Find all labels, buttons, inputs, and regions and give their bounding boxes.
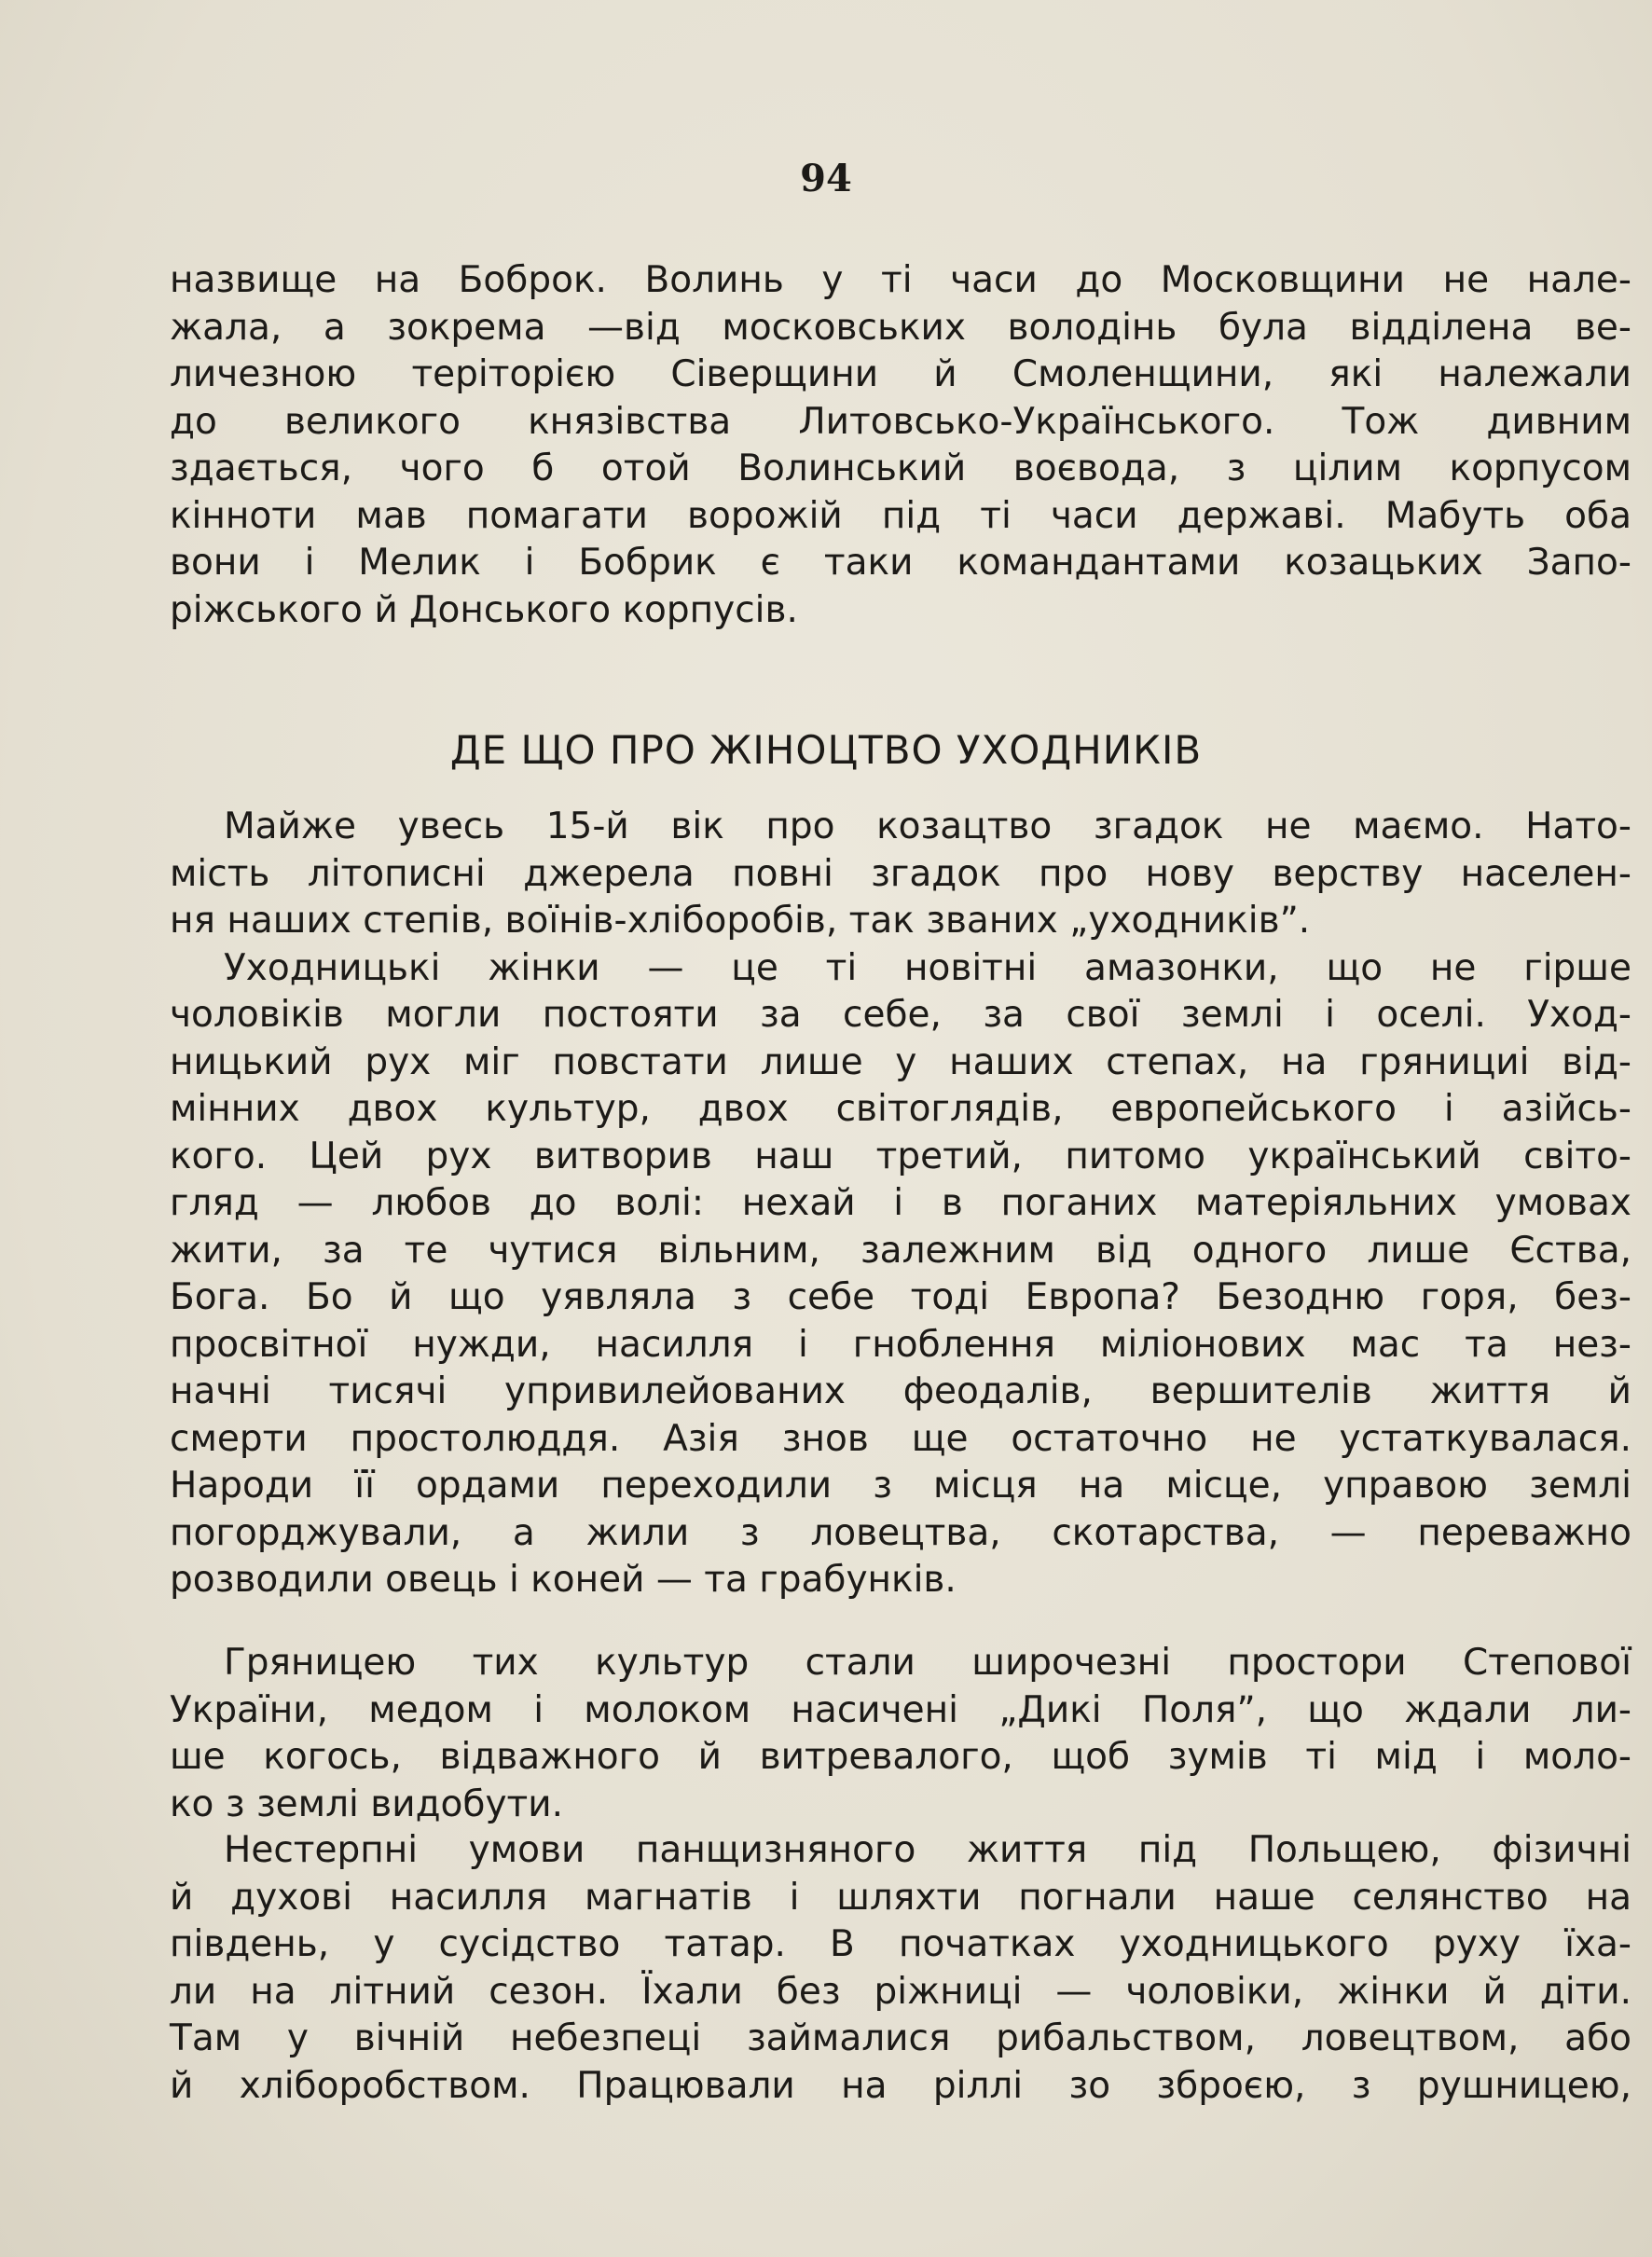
text-line: мінних двох культур, двох світоглядів, европейського і азійсь- — [170, 1088, 1631, 1130]
section-heading: ДЕ ЩО ПРО ЖІНОЦТВО УХОДНИКІВ — [449, 727, 1203, 773]
text-line: ко з землі видобути. — [170, 1782, 564, 1825]
text-line: Майже увесь 15-й вік про козацтво згадок не маємо. Нато- — [224, 805, 1631, 847]
text-line: личезною теріторією Сіверщини й Смоленщини, які належали — [170, 353, 1631, 395]
text-line: жити, за те чутися вільним, залежним від одного лише Єства, — [170, 1229, 1631, 1272]
text-line: й духові насилля магнатів і шляхти погнали наше селянство на — [170, 1876, 1631, 1919]
text-line: ли на літний сезон. Їхали без ріжниці — чоловіки, жінки й діти. — [170, 1970, 1631, 2013]
text-line: південь, у сусідство татар. В початках уходницького руху їха- — [170, 1923, 1631, 1965]
text-line: просвітної нужди, насилля і гноблення міліонових мас та нез- — [170, 1323, 1631, 1366]
paragraph-1-and-2 — [170, 804, 1631, 1604]
text-line: Уходницькі жінки — це ті новітні амазонки, що не гірше — [224, 946, 1631, 989]
page-number: 94 — [800, 157, 852, 200]
text-line: розводили овець і коней — та грабунків. — [170, 1559, 957, 1601]
text-line: мість літописні джерела повні згадок про нову верству населен- — [170, 852, 1631, 895]
top-paragraph — [170, 257, 1631, 634]
text-line: до великого князівства Литовсько-Українського. Тож дивним — [170, 400, 1631, 443]
text-line: Народи її ордами переходили з місця на місце, управою землі — [170, 1465, 1631, 1507]
text-line: начні тисячі упривилейованих феодалів, вершителів життя й — [170, 1370, 1631, 1412]
text-line: кого. Цей рух витворив наш третий, питомо український світо- — [170, 1135, 1631, 1177]
text-line: України, медом і молоком насичені „Дикі Поля”, що ждали ли- — [170, 1688, 1631, 1731]
text-line: Там у вічній небезпеці займалися рибальством, ловецтвом, або — [170, 2017, 1631, 2059]
text-line: чоловіків могли постояти за себе, за свої землі і оселі. Уход- — [170, 994, 1631, 1036]
text-line: назвище на Боброк. Волинь у ті часи до Московщини не нале- — [170, 259, 1631, 301]
text-line: здається, чого б отой Волинський воєвода, з цілим корпусом — [170, 447, 1631, 489]
text-line: гляд — любов до волі: нехай і в поганих матеріяльних умовах — [170, 1182, 1631, 1224]
text-line: Бога. Бо й що уявляла з себе тоді Европа? Безодню горя, без- — [170, 1276, 1631, 1318]
text-line: Гряницею тих культур стали широчезні простори Степової — [224, 1642, 1631, 1684]
text-line: смерти простолюддя. Азія знов ще остаточно не устаткувалася. — [170, 1417, 1631, 1460]
text-line: погорджували, а жили з ловецтва, скотарства, — переважно — [170, 1511, 1631, 1554]
text-line: жала, а зокрема —від московських володінь була відділена ве- — [170, 306, 1631, 349]
text-line: вони і Мелик і Бобрик є таки командантами козацьких Запо- — [170, 542, 1631, 584]
text-line: Нестерпні умови панщизняного життя під Польщею, фізичні — [224, 1829, 1631, 1871]
text-line: й хліборобством. Працювали на ріллі зо зброєю, з рушницею, — [170, 2064, 1631, 2107]
text-line: ше когось, відважного й витревалого, щоб зумів ті мід і моло- — [170, 1736, 1631, 1778]
paragraph-4 — [170, 1827, 1631, 2110]
text-line: ріжського й Донського корпусів. — [170, 588, 798, 631]
paragraph-3 — [170, 1640, 1631, 1828]
text-line: кінноти мав помагати ворожій під ті часи державі. Мабуть оба — [170, 494, 1631, 537]
text-line: ня наших степів, воїнів-хліборобів, так званих „уходників”. — [170, 900, 1311, 942]
text-line: ницький рух міг повстати лише у наших степах, на грянициі від- — [170, 1040, 1631, 1083]
